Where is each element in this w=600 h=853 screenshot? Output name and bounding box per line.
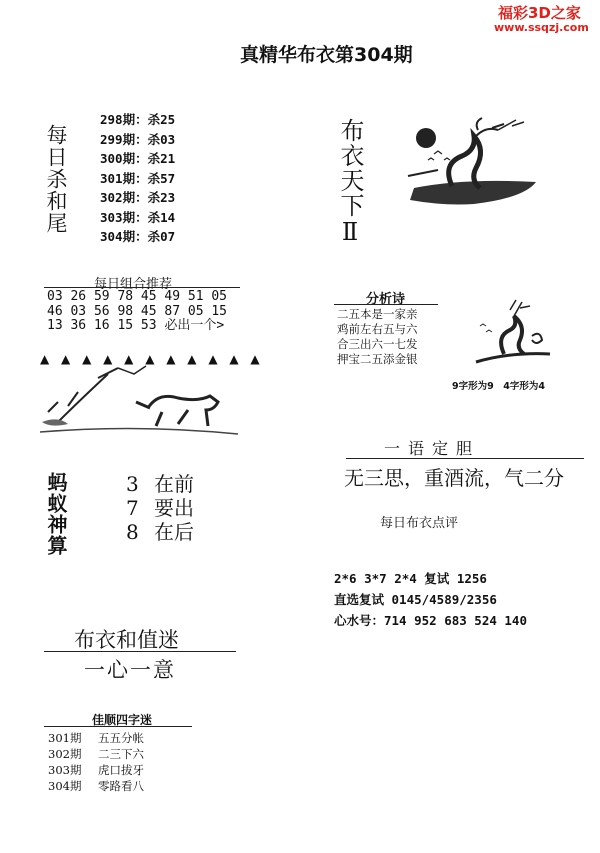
- poem-line: 合三出六一七发: [337, 337, 418, 351]
- combo-numbers: [47, 290, 227, 334]
- comment-line: 直选复试 0145/4589/2356: [334, 592, 497, 607]
- decorative-dots: ▲ ▲ ▲ ▲ ▲ ▲ ▲ ▲ ▲ ▲ ▲: [40, 352, 264, 366]
- combo-title: 每日组合推荐: [94, 277, 173, 292]
- four-riddle-row: [48, 778, 144, 794]
- ant-row: [126, 496, 194, 520]
- four-riddle-row: [48, 746, 144, 762]
- four-riddle-text: 虎口拔牙: [98, 763, 144, 777]
- yiyu-text: 无三思，重酒流，气二分: [344, 466, 564, 490]
- ant-heading: 蚂蚁神算: [44, 472, 68, 556]
- four-riddle-row: [48, 730, 144, 746]
- comment-lines: [334, 568, 527, 631]
- daily-kill-list: [100, 110, 175, 247]
- poem-line: 鸡前左右五与六: [337, 322, 418, 336]
- four-riddle-divider: [44, 726, 192, 727]
- dog-illustration: [38, 362, 242, 444]
- comment-title: 每日布衣点评: [380, 516, 459, 531]
- daily-kill-heading: 每日杀和尾: [44, 124, 68, 234]
- comment-line: 心水号：714 952 683 524 140: [334, 613, 527, 628]
- daily-kill-row: 300期：杀21: [100, 151, 176, 166]
- poem-divider: [334, 304, 438, 305]
- ant-text: 在后: [154, 520, 194, 544]
- comment-line: 2*6 3*7 2*4 复试 1256: [334, 571, 487, 586]
- four-riddle-text: 五五分帐: [98, 731, 144, 745]
- yiyu-title: 一语定胆: [384, 439, 481, 458]
- daily-kill-row: 302期：杀23: [100, 190, 176, 205]
- ant-num: 8: [126, 520, 139, 544]
- ant-text: 要出: [154, 496, 194, 520]
- combo-line: 46 03 56 98 45 87 05 15: [47, 303, 228, 319]
- shape-note: 9字形为9 4字形为4: [452, 381, 545, 392]
- poem-lines: [337, 307, 418, 367]
- site-logo-url[interactable]: www.ssqzj.com: [494, 21, 589, 34]
- four-riddle-text: 二三下六: [98, 747, 144, 761]
- buyi-heading: 布衣天下Ⅱ: [336, 118, 364, 247]
- ant-text: 在前: [154, 472, 194, 496]
- poem-title: 分析诗: [366, 292, 406, 307]
- four-riddle-period: 302期: [48, 747, 82, 761]
- four-riddle-period: 304期: [48, 779, 82, 793]
- daily-kill-row: 299期：杀03: [100, 131, 176, 147]
- four-riddle-period: 301期: [48, 731, 82, 745]
- four-riddle-period: 303期: [48, 763, 82, 777]
- site-logo-name: 福彩3D之家: [498, 4, 581, 22]
- four-riddle-text: 零路看八: [98, 779, 144, 793]
- value-divider: [44, 651, 236, 652]
- combo-line: 03 26 59 78 45 49 51 05: [47, 289, 228, 304]
- daily-kill-row: 298期：杀25: [100, 112, 176, 127]
- yiyu-divider: [346, 458, 584, 459]
- daily-kill-row: 303期：杀14: [100, 209, 176, 225]
- four-riddle-title: 佳顺四字迷: [92, 713, 153, 727]
- buyi-illustration: [404, 116, 540, 212]
- page-title: 真精华布衣第304期: [240, 44, 413, 66]
- combo-divider: [44, 287, 240, 288]
- ant-rows: [126, 472, 194, 544]
- four-riddle-row: [48, 762, 144, 778]
- poem-illustration: [470, 296, 554, 370]
- daily-kill-row: 304期：杀07: [100, 229, 176, 244]
- ant-row: [126, 520, 194, 544]
- four-riddle-rows: [48, 730, 144, 794]
- ant-num: 7: [126, 496, 139, 520]
- poem-line: 押宝二五添金银: [337, 352, 418, 366]
- ant-row: [126, 472, 194, 496]
- ant-num: 3: [126, 472, 139, 496]
- value-title: 布衣和值迷: [74, 628, 179, 652]
- combo-line: 13 36 16 15 53 必出一个>: [47, 318, 225, 333]
- daily-kill-row: 301期：杀57: [100, 170, 176, 186]
- value-subtitle: 一心一意: [84, 658, 176, 682]
- poem-line: 二五本是一家亲: [337, 307, 418, 321]
